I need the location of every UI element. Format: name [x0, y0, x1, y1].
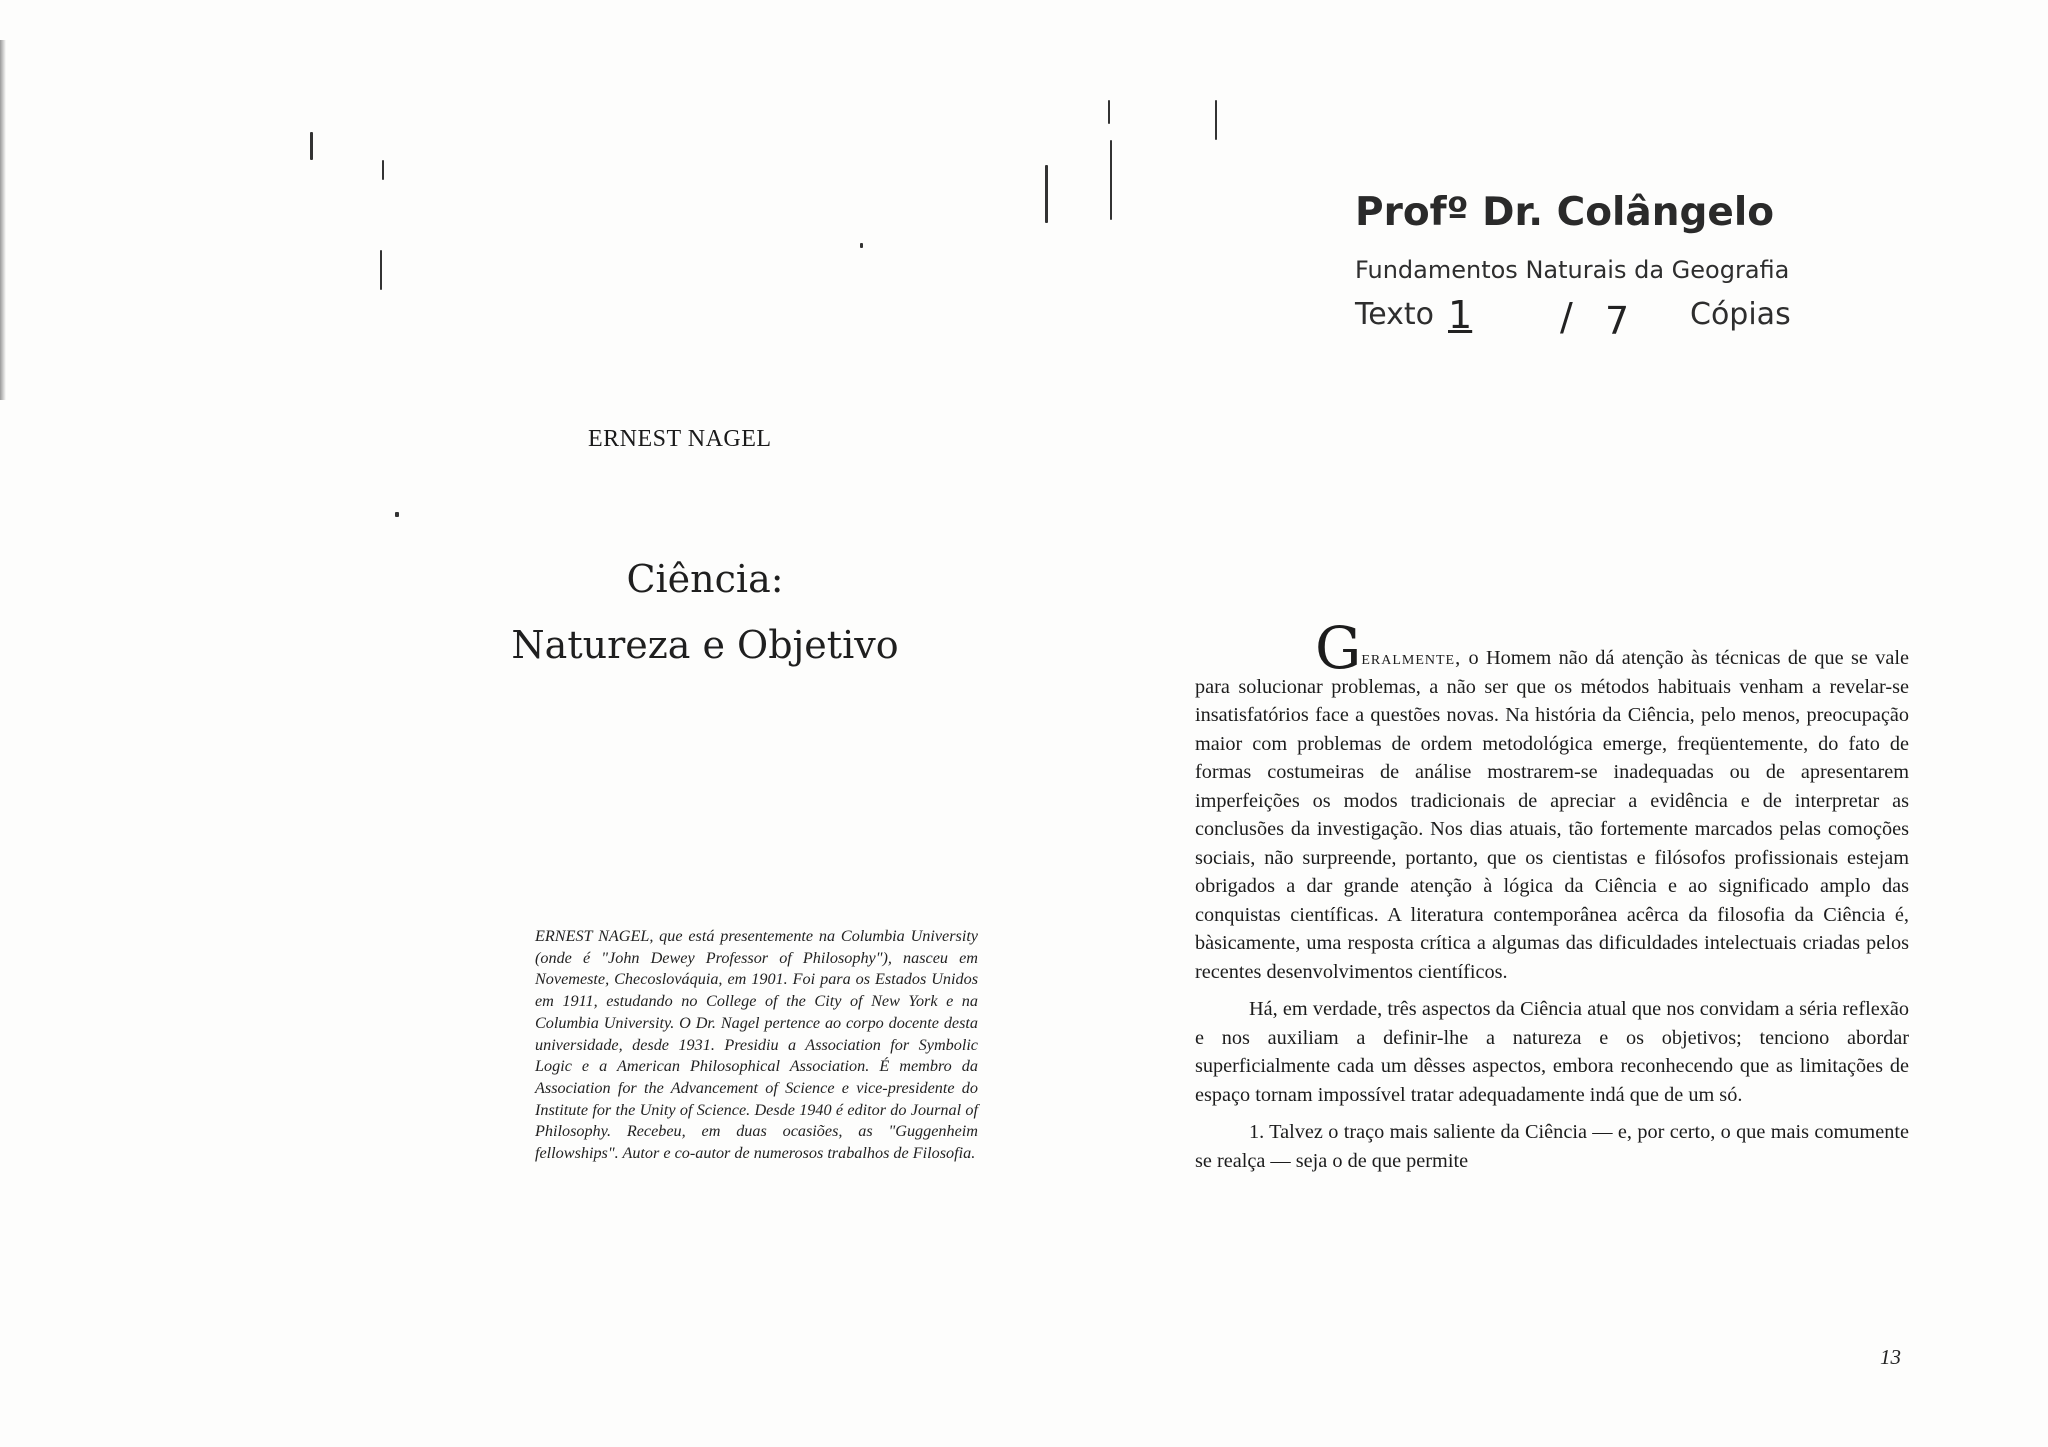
- scan-speck: [1045, 165, 1048, 223]
- chapter-title-line1: Ciência:: [626, 557, 784, 601]
- scan-edge-shadow: [0, 40, 6, 400]
- scan-speck: [382, 160, 384, 180]
- article-body: [1195, 614, 1909, 1184]
- author-biography: ERNEST NAGEL, que está presentemente na Columbia University (onde é "John Dewey Professor of Philosophy"), nasceu em Novemeste, Checoslováquia, em 1901. Foi para os Estados Unidos em 1911, estudando no College of the City of New York e na Columbia University. O Dr. Nagel pertence ao corpo docente desta universidade, desde 1931. Presidiu a Association for Symbolic Logic e a American Philosophical Association. É membro da Association for the Advancement of Science e vice-presidente do Institute for the Unity of Science. Desde 1940 é editor do Journal of Philosophy. Recebeu, em duas ocasiões, as "Guggenheim fellowships". Autor e co-autor de numerosos trabalhos de Filosofia.: [535, 927, 978, 1163]
- course-name: Fundamentos Naturais da Geografia: [1355, 256, 1790, 284]
- scan-speck: [310, 132, 313, 160]
- scan-speck: [860, 243, 863, 248]
- texto-label: Texto: [1355, 297, 1435, 332]
- professor-name: Profº Dr. Colângelo: [1355, 190, 1774, 235]
- scan-speck: [395, 512, 399, 517]
- chapter-title: [470, 546, 940, 678]
- paragraph-1-text: o Homem não dá atenção às técnicas de que se vale para solucionar problemas, a não ser que os métodos habituais venham a revelar-se insatisfatórios face a questões novas. Na história da Ciência, pelo menos, preocupação maior com problemas de ordem metodológica emerge, freqüentemente, do fato de formas costumeiras de análise mostrarem-se inadequadas ou de apresentarem imperfeições os modos tradicionais de apreciar a evidência e de interpretar as conclusões da investigação. Nos dias atuais, tão fortemente marcados pelas comoções sociais, não surpreende, portanto, que os cientistas e filósofos profissionais estejam obrigados a dar grande atenção à lógica da Ciência e ao significado amplo das conquistas científicas. A literatura contemporânea acêrca da filosofia da Ciência é, bàsicamente, uma resposta crítica a algumas das dificuldades intelectuais criadas pelos recentes desenvolvimentos científicos.: [1195, 647, 1909, 983]
- scan-speck: [1108, 100, 1110, 124]
- drop-cap: G: [1315, 614, 1362, 682]
- scan-speck: [380, 250, 382, 290]
- texto-number: 1: [1448, 293, 1473, 337]
- scan-speck: [1215, 100, 1217, 140]
- copies-number: 7: [1605, 299, 1630, 343]
- separator: /: [1560, 295, 1573, 339]
- copies-line: [1355, 293, 1795, 367]
- paragraph-1: [1195, 614, 1909, 986]
- paragraph-3: 1. Talvez o traço mais saliente da Ciência — e, por certo, o que mais comumente se realça — seja o de que permite: [1195, 1121, 1909, 1172]
- scan-speck: [1110, 140, 1112, 220]
- author-name: ERNEST NAGEL: [588, 426, 772, 452]
- copies-label: Cópias: [1690, 297, 1791, 332]
- chapter-title-line2: Natureza e Objetivo: [511, 623, 899, 667]
- page-number: 13: [1880, 1345, 1901, 1369]
- first-word: eralmente,: [1361, 647, 1462, 669]
- paragraph-2: Há, em verdade, três aspectos da Ciência atual que nos convidam a séria reflexão e nos auxiliam a definir-lhe a natureza e os objetivos; tenciono abordar superficialmente cada um dêsses aspectos, embora reconhecendo que as limitações de espaço tornam impossível tratar adequadamente indá que de um só.: [1195, 998, 1909, 1106]
